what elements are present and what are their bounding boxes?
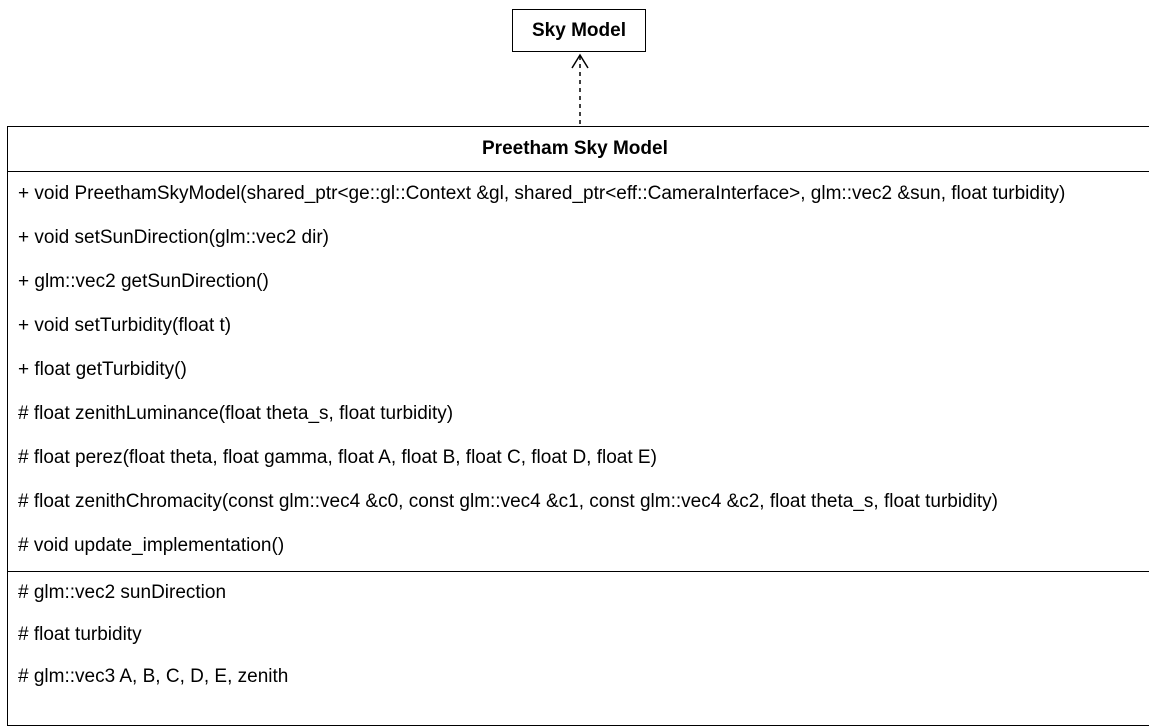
realization-arrow <box>560 52 600 128</box>
method-item: # float zenithLuminance(float theta_s, float turbidity) <box>18 403 454 424</box>
method-item: # float perez(float theta, float gamma, float A, float B, float C, float D, float E) <box>18 447 657 468</box>
attributes-compartment <box>8 572 1149 698</box>
attribute-item: # glm::vec2 sunDirection <box>18 582 227 603</box>
method-item: + void setTurbidity(float t) <box>18 315 232 336</box>
attribute-item: # glm::vec3 A, B, C, D, E, zenith <box>18 666 289 687</box>
class-name: Preetham Sky Model <box>8 127 1149 172</box>
method-item: + void PreethamSkyModel(shared_ptr<ge::gl::Context &gl, shared_ptr<eff::CameraInterface>, glm::vec2 &sun, float turbidity) <box>18 183 1066 204</box>
method-item: + void setSunDirection(glm::vec2 dir) <box>18 227 329 248</box>
methods-compartment <box>8 172 1149 572</box>
parent-class-box <box>512 9 646 52</box>
method-item: # void update_implementation() <box>18 535 285 556</box>
method-item: + glm::vec2 getSunDirection() <box>18 271 269 292</box>
method-item: # float zenithChromacity(const glm::vec4 &c0, const glm::vec4 &c1, const glm::vec4 &c2, float theta_s, float turbidity) <box>18 491 998 512</box>
attribute-item: # float turbidity <box>18 624 142 645</box>
parent-class-name: Sky Model <box>532 19 626 41</box>
method-item: + float getTurbidity() <box>18 359 187 380</box>
class-box <box>7 126 1149 726</box>
